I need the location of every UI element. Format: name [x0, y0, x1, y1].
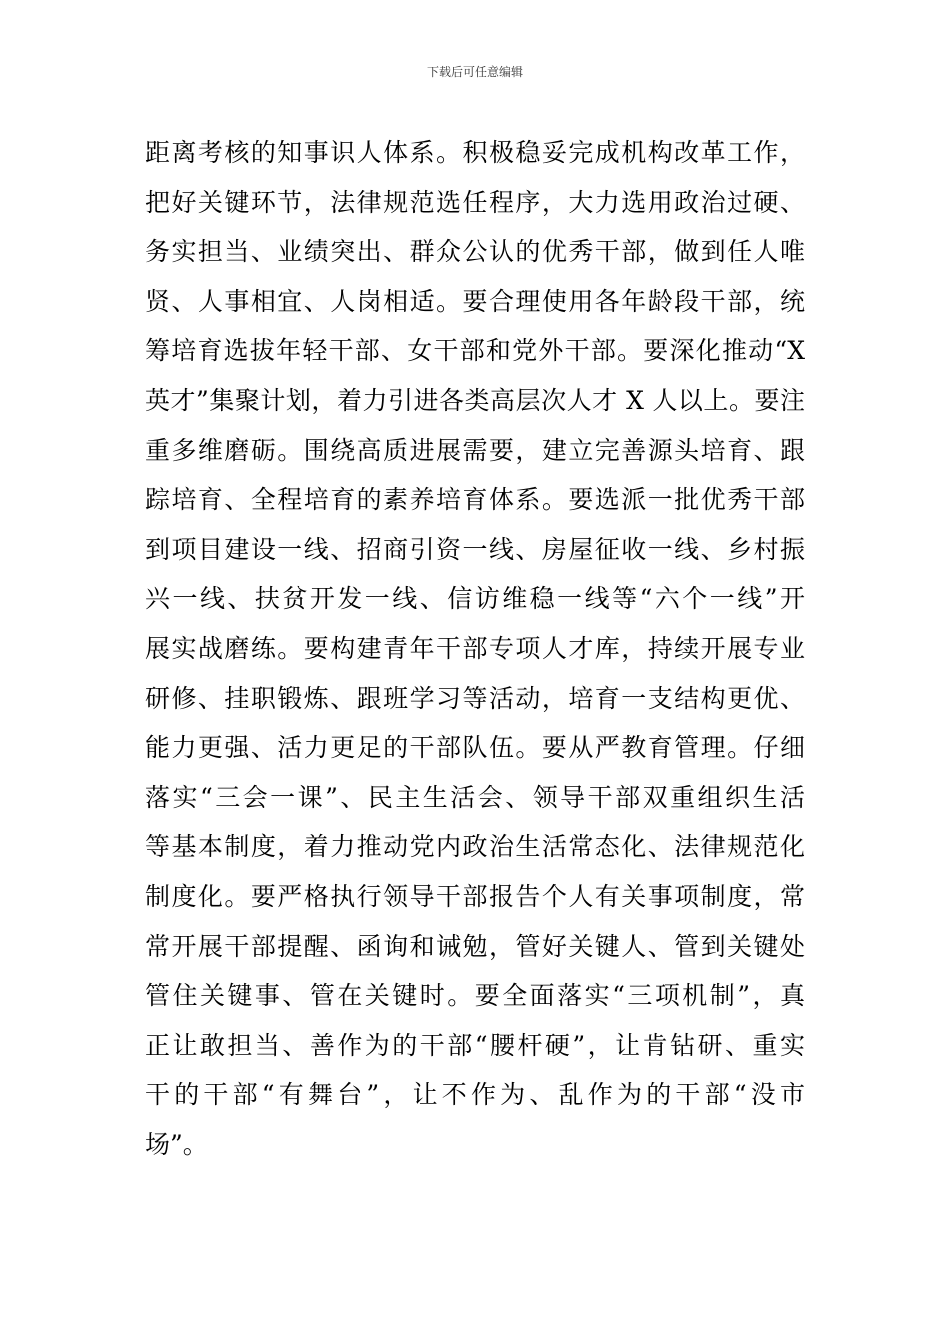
text-line: 距离考核的知事识人体系。积极稳妥完成机构改革工作， [145, 138, 805, 167]
page-header: 下载后可任意编辑 [426, 65, 523, 79]
text-line: 制度化。要严格执行领导干部报告个人有关事项制度，常 [145, 881, 805, 911]
text-line: 等基本制度，着力推动党内政治生活常态化、法律规范化 [145, 832, 805, 862]
text-line: 场”。 [145, 1129, 208, 1159]
text-line: 重多维磨砺。围绕高质进展需要，建立完善源头培育、跟 [145, 435, 805, 465]
text-line: 筹培育选拔年轻干部、女干部和党外干部。要深化推动“X [145, 336, 805, 366]
text-line: 落实“三会一课”、民主生活会、领导干部双重组织生活 [145, 782, 805, 812]
text-line: 干的干部“有舞台”，让不作为、乱作为的干部“没市 [145, 1080, 805, 1110]
text-line: 研修、挂职锻炼、跟班学习等活动，培育一支结构更优、 [145, 683, 805, 713]
text-line: 正让敢担当、善作为的干部“腰杆硬”，让肯钻研、重实 [145, 1030, 805, 1060]
text-line: 英才”集聚计划，着力引进各类高层次人才 X 人以上。要注 [145, 385, 805, 415]
body-text [145, 128, 805, 1169]
text-line: 到项目建设一线、招商引资一线、房屋征收一线、乡村振 [145, 534, 805, 564]
text-line: 务实担当、业绩突出、群众公认的优秀干部，做到任人唯 [145, 237, 805, 267]
text-line: 踪培育、全程培育的素养培育体系。要选派一批优秀干部 [145, 485, 805, 515]
text-line: 常开展干部提醒、函询和诫勉，管好关键人、管到关键处 [145, 931, 805, 961]
text-line: 展实战磨练。要构建青年干部专项人才库，持续开展专业 [145, 633, 805, 663]
text-line: 兴一线、扶贫开发一线、信访维稳一线等“六个一线”开 [145, 584, 805, 614]
text-line: 能力更强、活力更足的干部队伍。要从严教育管理。仔细 [145, 733, 805, 763]
text-line: 把好关键环节，法律规范选任程序，大力选用政治过硬、 [145, 187, 805, 217]
text-line: 贤、人事相宜、人岗相适。要合理使用各年龄段干部，统 [145, 286, 805, 316]
text-line: 管住关键事、管在关键时。要全面落实“三项机制”，真 [145, 981, 805, 1011]
